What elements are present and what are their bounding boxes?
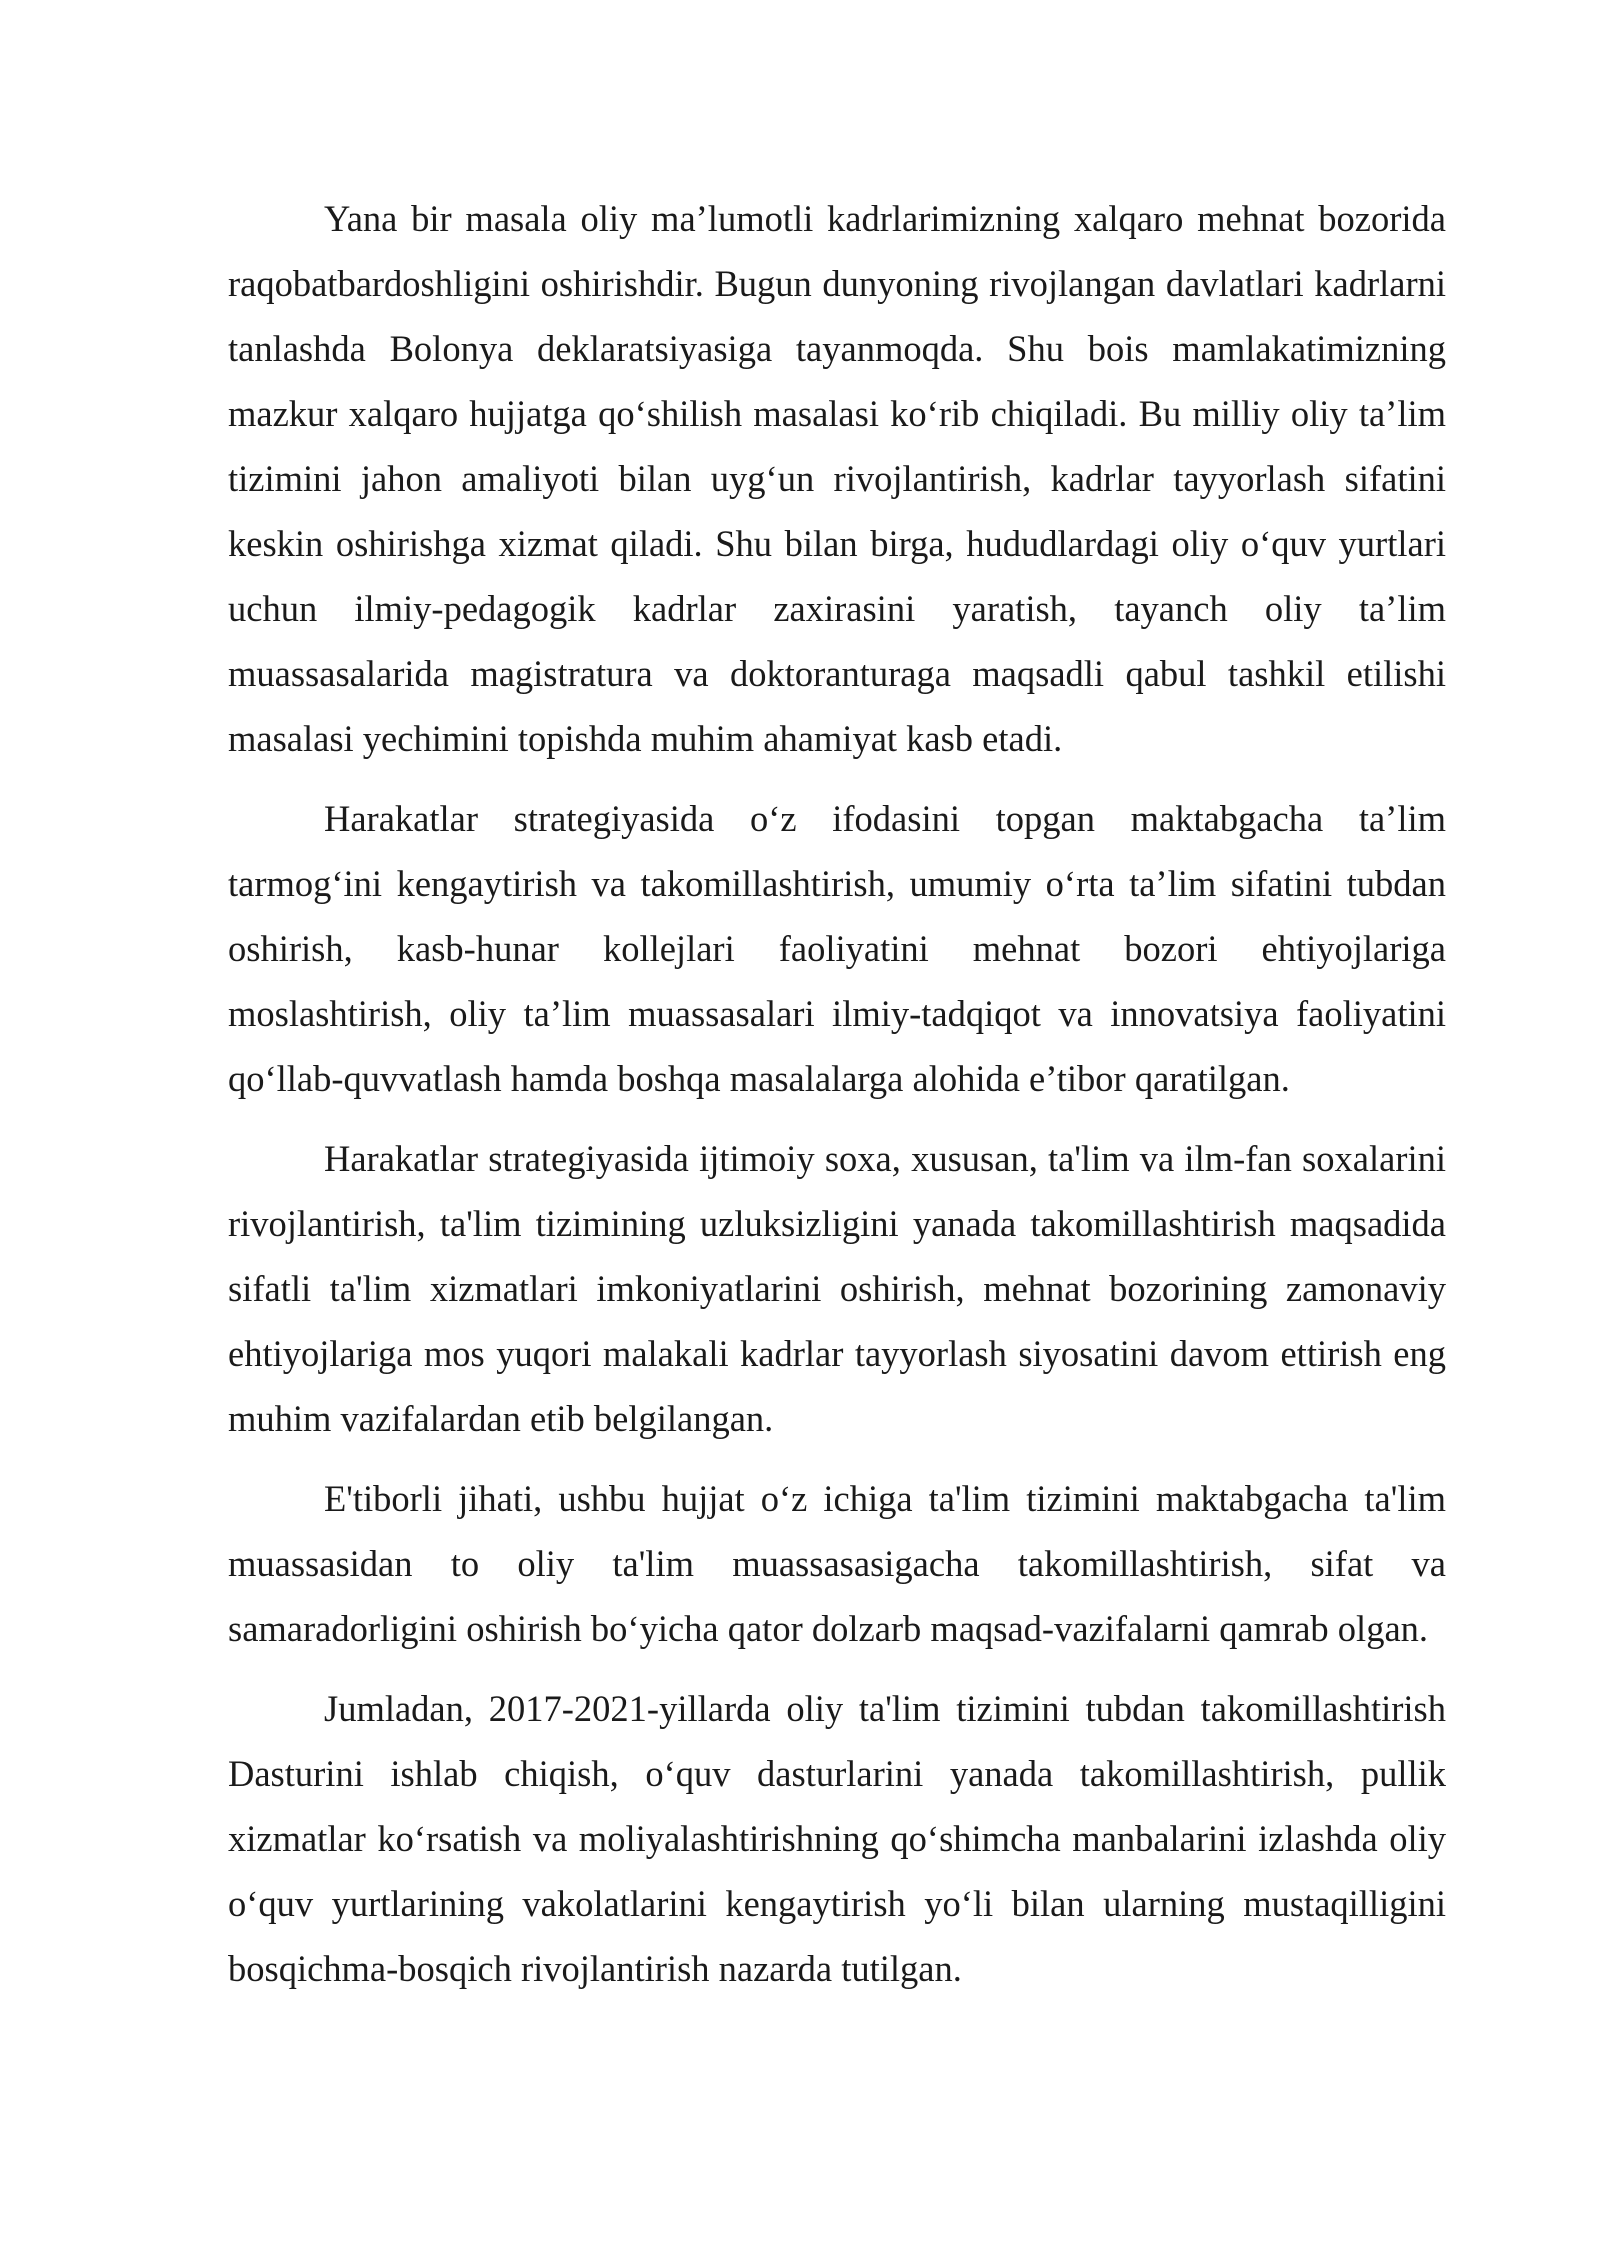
paragraph-3: Harakatlar strategiyasida ijtimoiy soxa, xususan, ta'lim va ilm-fan soxalarini rivojlantirish, ta'lim tizimining uzluksizligini yanada takomillashtirish maqsadida sifatli ta'lim xizmatlari imkoniyatlarini oshirish, mehnat bozorining zamonaviy ehtiyojlariga mos yuqori malakali kadrlar tayyorlash siyosatini davom ettirish eng muhim vazifalardan etib belgilangan.	[228, 1138, 1446, 1439]
document-body	[228, 186, 1446, 2016]
paragraph-1: Yana bir masala oliy ma’lumotli kadrlarimizning xalqaro mehnat bozorida raqobatbardoshligini oshirishdir. Bugun dunyoning rivojlangan davlatlari kadrlarni tanlashda Bolonya deklaratsiyasiga tayanmoqda. Shu bois mamlakatimizning mazkur xalqaro hujjatga qo‘shilish masalasi ko‘rib chiqiladi. Bu milliy oliy ta’lim tizimini jahon amaliyoti bilan uyg‘un rivojlantirish, kadrlar tayyorlash sifatini keskin oshirishga xizmat qiladi. Shu bilan birga, hududlardagi oliy o‘quv yurtlari uchun ilmiy-pedagogik kadrlar zaxirasini yaratish, tayanch oliy ta’lim muassasalarida magistratura va doktoranturaga maqsadli qabul tashkil etilishi masalasi yechimini topishda muhim ahamiyat kasb etadi.	[228, 198, 1446, 759]
paragraph-2: Harakatlar strategiyasida o‘z ifodasini topgan maktabgacha ta’lim tarmog‘ini kengaytirish va takomillashtirish, umumiy o‘rta ta’lim sifatini tubdan oshirish, kasb-hunar kollejlari faoliyatini mehnat bozori ehtiyojlariga moslashtirish, oliy ta’lim muassasalari ilmiy-tadqiqot va innovatsiya faoliyatini qo‘llab-quvvatlash hamda boshqa masalalarga alohida e’tibor qaratilgan.	[228, 798, 1446, 1099]
paragraph-4: E'tiborli jihati, ushbu hujjat o‘z ichiga ta'lim tizimini maktabgacha ta'lim muassasidan to oliy ta'lim muassasasigacha takomillashtirish, sifat va samaradorligini oshirish bo‘yicha qator dolzarb maqsad-vazifalarni qamrab olgan.	[228, 1478, 1446, 1649]
paragraph-5: Jumladan, 2017-2021-yillarda oliy ta'lim tizimini tubdan takomillashtirish Dasturini ishlab chiqish, o‘quv dasturlarini yanada takomillashtirish, pullik xizmatlar ko‘rsatish va moliyalashtirishning qo‘shimcha manbalarini izlashda oliy o‘quv yurtlarining vakolatlarini kengaytirish yo‘li bilan ularning mustaqilligini bosqichma-bosqich rivojlantirish nazarda tutilgan.	[228, 1688, 1446, 1989]
